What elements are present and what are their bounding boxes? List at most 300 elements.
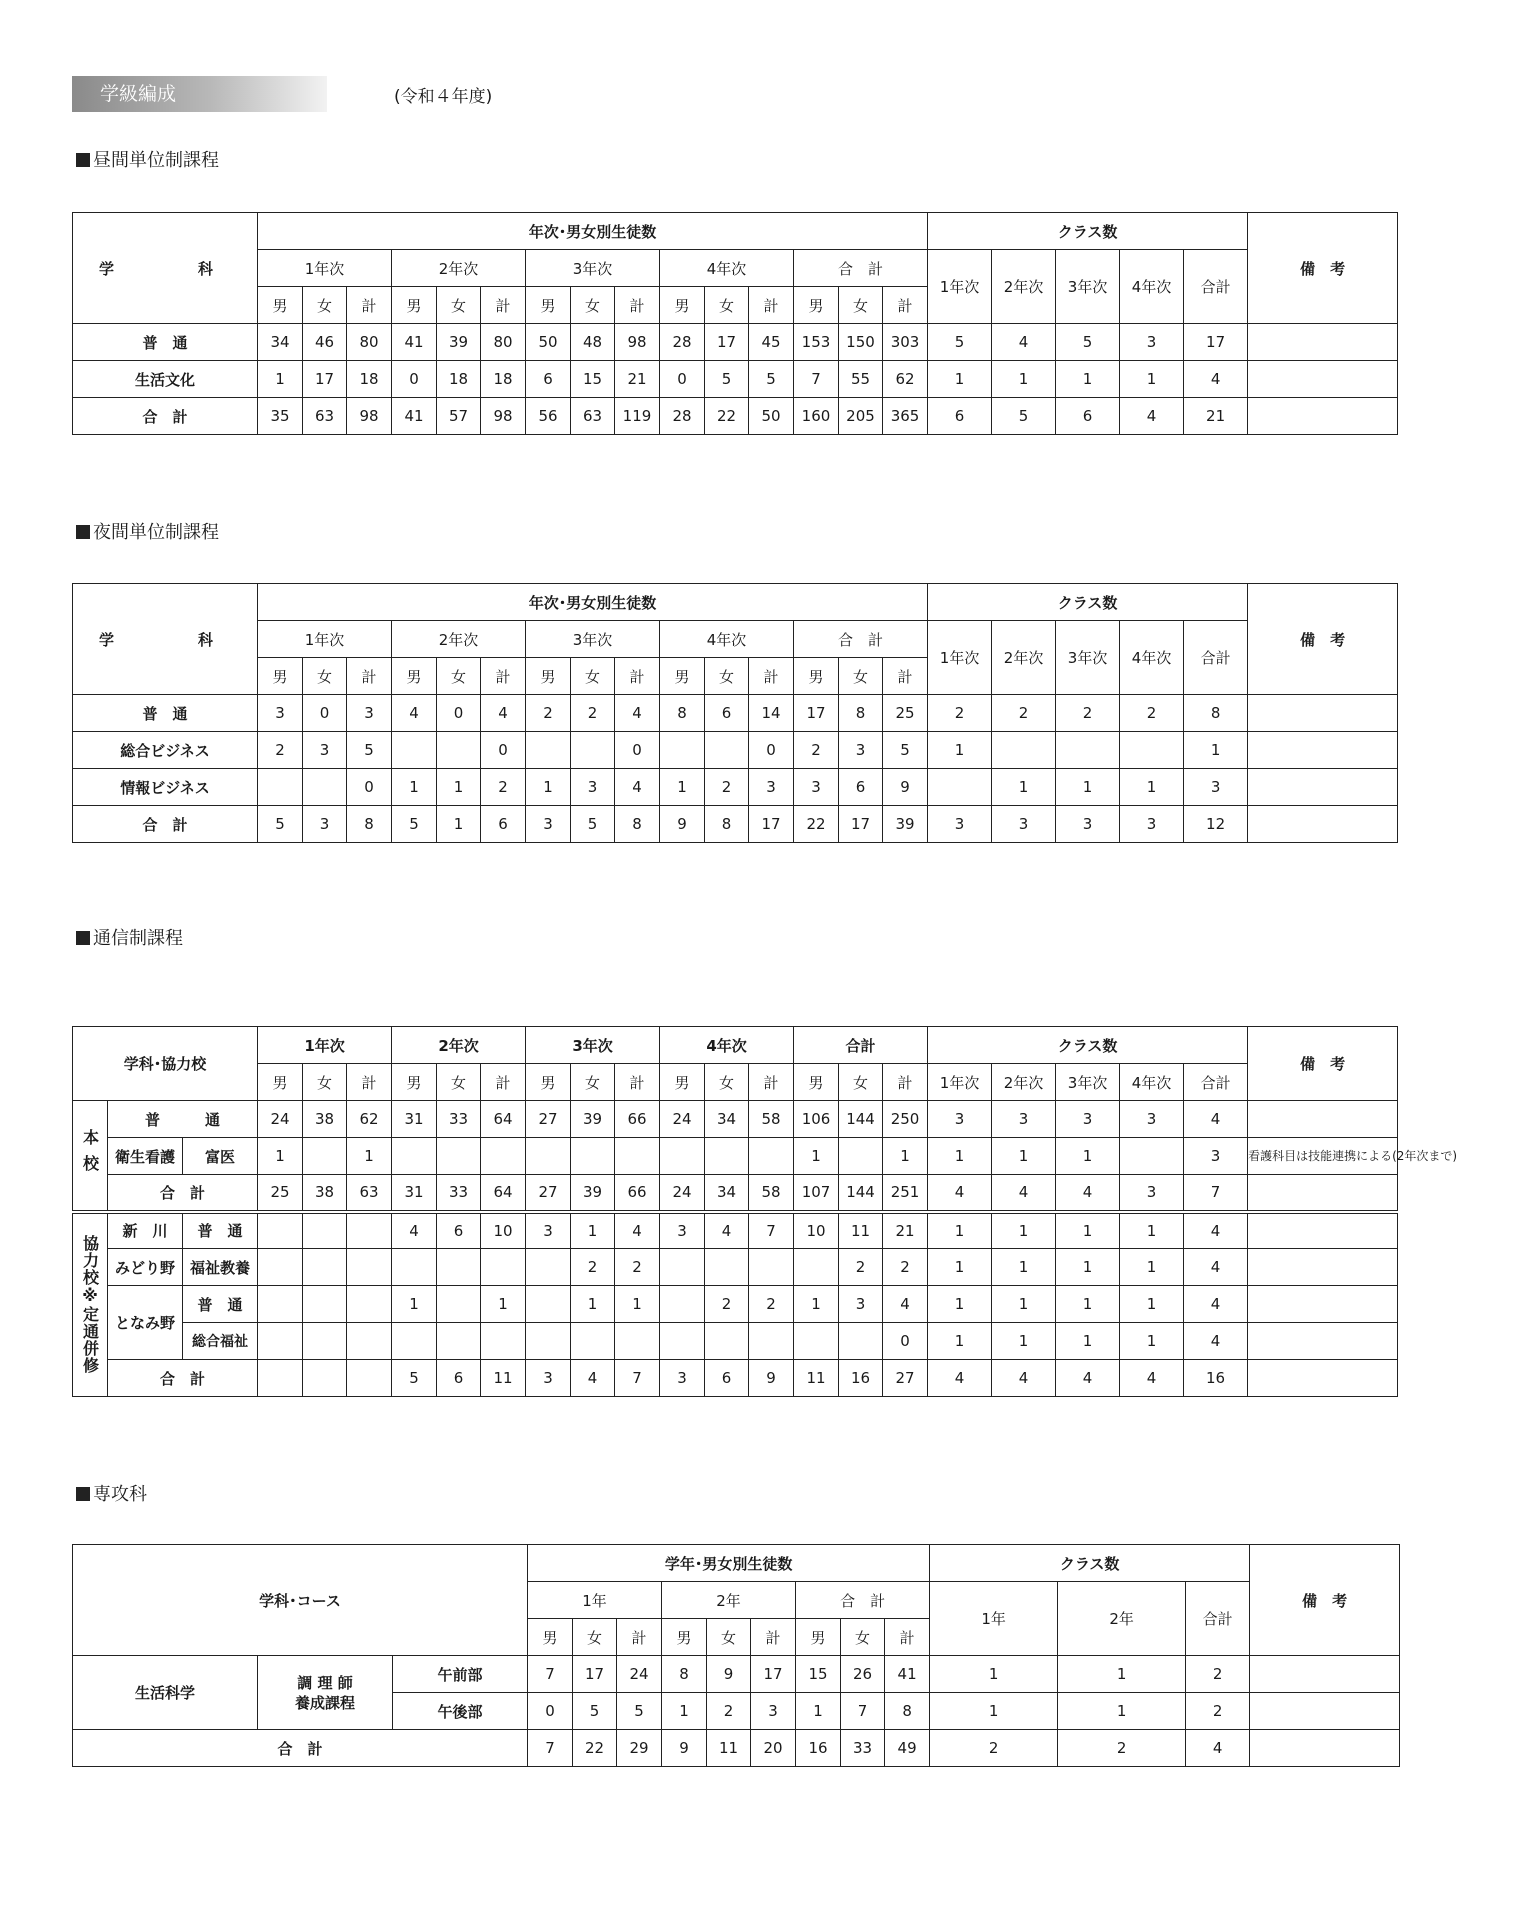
value-cell [660,1323,705,1360]
table-row [73,1730,1400,1767]
value-cell: 20 [751,1730,796,1767]
header-y3: 3年次 [526,250,660,287]
value-cell [437,732,481,769]
table-row [73,732,1398,769]
table-row [73,1323,1398,1360]
value-cell: 41 [885,1656,930,1693]
header-male: 男 [794,1064,839,1101]
table-row [73,250,1398,287]
value-cell: 0 [883,1323,928,1360]
value-cell [392,1249,437,1286]
value-cell: 1 [992,361,1056,398]
class-count-cell: 2 [1186,1656,1250,1693]
header-class-y3: 3年次 [1056,250,1120,324]
value-cell [571,732,615,769]
value-cell: 3 [303,806,347,843]
header-g2: 2年 [662,1582,796,1619]
table-row [73,1249,1398,1286]
note-cell [1248,769,1398,806]
header-goukei: 合 計 [794,621,928,658]
value-cell: 4 [1184,361,1248,398]
table-row [73,621,1398,658]
header-female: 女 [303,658,347,695]
header-class-y1: 1年次 [928,250,992,324]
value-cell [992,732,1056,769]
value-cell: 28 [660,324,705,361]
header-gakka: 学 科 [73,584,258,695]
value-cell: 3 [347,695,392,732]
header-female: 女 [437,287,481,324]
value-cell: 4 [928,1360,992,1397]
value-cell [705,1323,749,1360]
value-cell: 1 [796,1693,841,1730]
value-cell: 5 [392,1360,437,1397]
value-cell: 9 [660,806,705,843]
header-male: 男 [392,287,437,324]
value-cell: 33 [841,1730,885,1767]
value-cell: 1 [928,1323,992,1360]
value-cell: 1 [660,769,705,806]
value-cell: 1 [571,1286,615,1323]
value-cell [303,1249,347,1286]
value-cell: 0 [528,1693,573,1730]
value-cell: 1 [1056,1138,1120,1175]
note-cell [1248,398,1398,435]
class-count-cell: 1 [1058,1656,1186,1693]
value-cell: 303 [883,324,928,361]
value-cell: 6 [928,398,992,435]
value-cell: 46 [303,324,347,361]
note-cell [1250,1656,1400,1693]
value-cell: 2 [481,769,526,806]
value-cell: 6 [839,769,883,806]
value-cell [347,1360,392,1397]
value-cell: 39 [571,1101,615,1138]
value-cell: 17 [573,1656,617,1693]
value-cell: 2 [615,1249,660,1286]
value-cell [794,1249,839,1286]
header-total: 計 [617,1619,662,1656]
section-heading-day: 昼間単位制課程 [76,146,219,172]
value-cell: 1 [794,1286,839,1323]
header-y1: 1年次 [258,250,392,287]
value-cell: 1 [1056,1286,1120,1323]
header-class-y2: 2年次 [992,1064,1056,1101]
value-cell: 160 [794,398,839,435]
value-cell: 1 [928,1212,992,1249]
header-class-goukei_tight: 合計 [1184,621,1248,695]
header-y2: 2年次 [392,250,526,287]
header-male: 男 [794,287,839,324]
value-cell: 4 [992,324,1056,361]
value-cell: 5 [992,398,1056,435]
value-cell: 4 [571,1360,615,1397]
class-count-cell: 2 [1058,1730,1186,1767]
value-cell: 8 [705,806,749,843]
value-cell [481,1323,526,1360]
header-male: 男 [392,1064,437,1101]
correspondence-course-table [72,1026,1458,1397]
value-cell: 6 [526,361,571,398]
header-female: 女 [571,287,615,324]
table-row [73,806,1398,843]
value-cell: 251 [883,1175,928,1212]
value-cell: 6 [705,695,749,732]
header-total: 計 [615,1064,660,1101]
value-cell: 1 [392,769,437,806]
value-cell: 144 [839,1175,883,1212]
note-cell [1250,1730,1400,1767]
header-male: 男 [660,287,705,324]
value-cell: 24 [660,1101,705,1138]
value-cell: 2 [1120,695,1184,732]
value-cell: 3 [1056,1101,1120,1138]
value-cell [526,1138,571,1175]
value-cell: 62 [347,1101,392,1138]
senko-course-table [72,1544,1400,1767]
value-cell: 50 [749,398,794,435]
value-cell: 1 [883,1138,928,1175]
value-cell: 8 [662,1656,707,1693]
header-female: 女 [705,658,749,695]
header-total: 計 [615,287,660,324]
value-cell: 2 [928,695,992,732]
section-heading-correspondence: 通信制課程 [76,924,183,950]
value-cell: 6 [437,1360,481,1397]
value-cell: 5 [928,324,992,361]
value-cell: 3 [751,1693,796,1730]
value-cell: 5 [617,1693,662,1730]
school-label: となみ野 [108,1286,183,1360]
value-cell: 3 [749,769,794,806]
note-cell [1248,1249,1398,1286]
class-count-cell: 1 [930,1656,1058,1693]
value-cell: 17 [705,324,749,361]
table-row [73,1656,1400,1693]
value-cell [526,1286,571,1323]
header-y1: 1年次 [258,621,392,658]
value-cell [481,1138,526,1175]
header-total: 計 [751,1619,796,1656]
header-male: 男 [528,1619,573,1656]
value-cell [347,1286,392,1323]
header-male: 男 [258,287,303,324]
value-cell: 3 [660,1212,705,1249]
value-cell [347,1323,392,1360]
value-cell: 21 [883,1212,928,1249]
fiscal-year: (令和４年度) [394,87,493,107]
header-year-gender: 年次･男女別生徒数 [258,584,928,621]
value-cell: 3 [1120,324,1184,361]
value-cell: 64 [481,1175,526,1212]
header-total: 計 [347,287,392,324]
value-cell: 6 [705,1360,749,1397]
header-grade-gender: 学年･男女別生徒数 [528,1545,930,1582]
value-cell [571,1323,615,1360]
value-cell: 33 [437,1175,481,1212]
square-bullet-icon [76,931,90,945]
table-row [73,361,1398,398]
header-female: 女 [839,658,883,695]
value-cell: 29 [617,1730,662,1767]
header-female: 女 [571,658,615,695]
value-cell: 1 [928,732,992,769]
value-cell [303,1360,347,1397]
value-cell: 1 [571,1212,615,1249]
header-class-count: クラス数 [928,584,1248,621]
header-total: 計 [749,658,794,695]
value-cell: 22 [794,806,839,843]
value-cell: 0 [347,769,392,806]
value-cell [928,769,992,806]
value-cell: 8 [615,806,660,843]
header-y1: 1年次 [258,1027,392,1064]
value-cell [303,1323,347,1360]
value-cell: 3 [1120,1101,1184,1138]
value-cell: 3 [526,806,571,843]
value-cell: 5 [571,806,615,843]
value-cell: 3 [303,732,347,769]
value-cell: 4 [1056,1360,1120,1397]
value-cell: 1 [928,1249,992,1286]
value-cell: 3 [1184,1138,1248,1175]
value-cell [526,1323,571,1360]
header-male: 男 [526,287,571,324]
value-cell: 1 [1056,1249,1120,1286]
header-total: 計 [885,1619,930,1656]
value-cell [615,1323,660,1360]
value-cell: 39 [571,1175,615,1212]
value-cell: 64 [481,1101,526,1138]
value-cell: 0 [392,361,437,398]
value-cell [526,1249,571,1286]
value-cell [437,1286,481,1323]
value-cell: 16 [796,1730,841,1767]
header-female: 女 [839,287,883,324]
note-cell [1248,695,1398,732]
value-cell: 57 [437,398,481,435]
header-female: 女 [437,1064,481,1101]
header-male: 男 [796,1619,841,1656]
value-cell: 5 [749,361,794,398]
value-cell: 24 [617,1656,662,1693]
value-cell: 38 [303,1175,347,1212]
value-cell: 2 [749,1286,794,1323]
value-cell: 2 [1056,695,1120,732]
value-cell: 4 [1184,1249,1248,1286]
header-class-count: クラス数 [928,213,1248,250]
value-cell: 55 [839,361,883,398]
note-cell [1248,1286,1398,1323]
header-biko: 備 考 [1248,213,1398,324]
header-total: 計 [481,658,526,695]
value-cell: 9 [749,1360,794,1397]
section-heading-senko: 専攻科 [76,1480,147,1506]
header-class-g2: 2年 [1058,1582,1186,1656]
value-cell: 107 [794,1175,839,1212]
note-cell [1248,732,1398,769]
class-count-cell: 4 [1186,1730,1250,1767]
header-male: 男 [794,658,839,695]
header-class-y3: 3年次 [1056,1064,1120,1101]
value-cell: 58 [749,1101,794,1138]
value-cell: 80 [481,324,526,361]
value-cell: 2 [883,1249,928,1286]
value-cell: 3 [258,695,303,732]
value-cell: 7 [1184,1175,1248,1212]
header-class-count: クラス数 [928,1027,1248,1064]
value-cell: 7 [841,1693,885,1730]
value-cell: 8 [660,695,705,732]
value-cell: 1 [615,1286,660,1323]
value-cell: 27 [526,1175,571,1212]
row-label: 合 計 [73,1730,528,1767]
course-label: 普 通 [183,1286,258,1323]
value-cell: 2 [707,1693,751,1730]
value-cell: 63 [347,1175,392,1212]
note-cell [1248,1323,1398,1360]
note-cell [1248,1212,1398,1249]
value-cell: 21 [615,361,660,398]
header-y4: 4年次 [660,1027,794,1064]
value-cell: 5 [392,806,437,843]
header-total: 計 [749,1064,794,1101]
row-sublabel: 富医 [183,1138,258,1175]
value-cell: 39 [883,806,928,843]
value-cell: 7 [615,1360,660,1397]
header-year-gender: 年次･男女別生徒数 [258,213,928,250]
header-class-goukei_tight: 合計 [1186,1582,1250,1656]
school-label: みどり野 [108,1249,183,1286]
value-cell [705,732,749,769]
value-cell: 4 [615,769,660,806]
header-goukei: 合 計 [794,250,928,287]
value-cell: 205 [839,398,883,435]
value-cell: 1 [992,1138,1056,1175]
value-cell: 1 [258,361,303,398]
value-cell: 4 [883,1286,928,1323]
value-cell: 50 [526,324,571,361]
value-cell [749,1249,794,1286]
value-cell [749,1138,794,1175]
value-cell: 45 [749,324,794,361]
value-cell: 1 [1120,1212,1184,1249]
header-gakka-kyoryoku: 学科･協力校 [73,1027,258,1101]
value-cell: 25 [258,1175,303,1212]
table-row [73,1175,1398,1212]
row-label: 生活文化 [73,361,258,398]
header-class-y1: 1年次 [928,1064,992,1101]
value-cell [392,732,437,769]
value-cell: 1 [928,361,992,398]
value-cell: 3 [1056,806,1120,843]
value-cell: 16 [1184,1360,1248,1397]
value-cell: 119 [615,398,660,435]
value-cell: 18 [481,361,526,398]
row-label: 合 計 [73,806,258,843]
value-cell: 6 [481,806,526,843]
value-cell: 7 [528,1730,573,1767]
value-cell: 17 [303,361,347,398]
value-cell: 14 [749,695,794,732]
square-bullet-icon [76,153,90,167]
header-biko: 備 考 [1248,1027,1398,1101]
value-cell: 1 [347,1138,392,1175]
value-cell: 11 [707,1730,751,1767]
header-class-y1: 1年次 [928,621,992,695]
value-cell [794,1323,839,1360]
value-cell: 7 [794,361,839,398]
header-male: 男 [660,1064,705,1101]
value-cell: 7 [528,1656,573,1693]
page-title: 学級編成 [72,76,327,112]
value-cell: 3 [526,1212,571,1249]
value-cell [347,1249,392,1286]
value-cell: 0 [303,695,347,732]
header-y4: 4年次 [660,621,794,658]
header-class-y2: 2年次 [992,250,1056,324]
value-cell: 48 [571,324,615,361]
value-cell: 2 [571,1249,615,1286]
value-cell: 31 [392,1101,437,1138]
square-bullet-icon [76,1487,90,1501]
header-female: 女 [705,1064,749,1101]
value-cell: 1 [662,1693,707,1730]
class-count-cell: 2 [930,1730,1058,1767]
row-label: 普 通 [73,695,258,732]
value-cell: 27 [526,1101,571,1138]
header-total: 計 [615,658,660,695]
value-cell: 7 [749,1212,794,1249]
value-cell: 3 [1120,1175,1184,1212]
row-label: 衛生看護 [108,1138,183,1175]
header-goukei: 合 計 [796,1582,930,1619]
value-cell: 5 [258,806,303,843]
value-cell: 2 [571,695,615,732]
value-cell: 63 [571,398,615,435]
value-cell: 1 [1184,732,1248,769]
header-class-goukei_tight: 合計 [1184,1064,1248,1101]
value-cell: 21 [1184,398,1248,435]
value-cell [526,732,571,769]
value-cell: 35 [258,398,303,435]
table-row [73,213,1398,250]
value-cell: 1 [1120,1286,1184,1323]
header-male: 男 [526,658,571,695]
header-class-g1: 1年 [930,1582,1058,1656]
header-class-count: クラス数 [930,1545,1250,1582]
value-cell: 2 [258,732,303,769]
value-cell: 4 [705,1212,749,1249]
value-cell [258,1286,303,1323]
value-cell: 18 [437,361,481,398]
value-cell: 22 [573,1730,617,1767]
value-cell [660,1249,705,1286]
square-bullet-icon [76,525,90,539]
header-male: 男 [526,1064,571,1101]
value-cell: 144 [839,1101,883,1138]
table-row [73,1027,1398,1064]
class-count-cell: 1 [1058,1693,1186,1730]
value-cell: 1 [1120,769,1184,806]
header-y3: 3年次 [526,1027,660,1064]
value-cell: 1 [526,769,571,806]
note-cell [1248,324,1398,361]
value-cell: 3 [571,769,615,806]
value-cell: 1 [1120,361,1184,398]
header-y2: 2年次 [392,621,526,658]
value-cell [392,1323,437,1360]
